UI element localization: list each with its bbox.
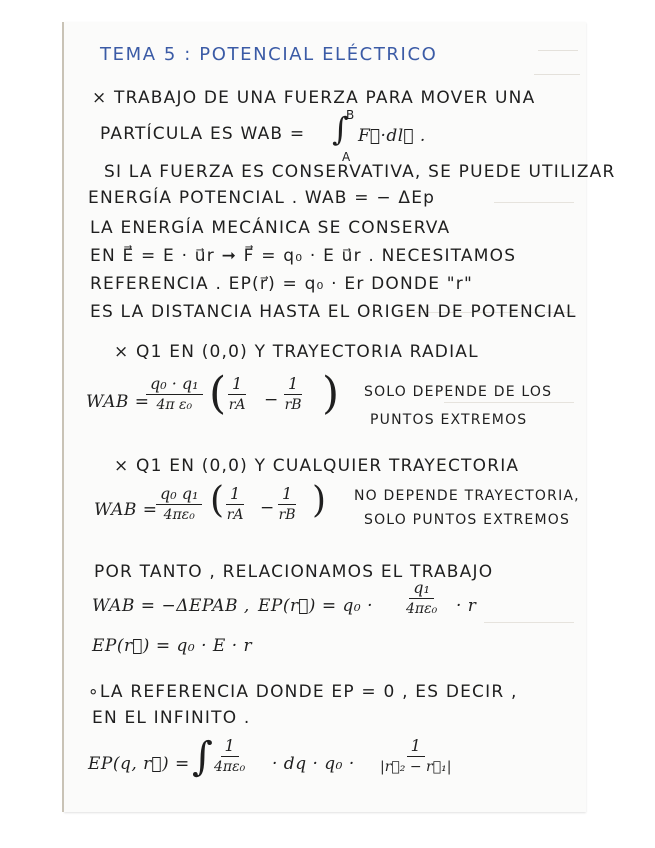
note-line: EN E⃗ = E · u⃗r ➞ F⃗ = q₀ · E u⃗r . NECESITAMOS [90, 246, 517, 266]
inverse-ra-fraction [226, 484, 244, 525]
coulomb-constant-fraction [214, 736, 245, 777]
inverse-rb-fraction [278, 484, 296, 525]
fraction-denominator: 4πε₀ [406, 601, 438, 617]
fraction-denominator: rA [228, 397, 246, 413]
coulomb-fraction [146, 374, 203, 415]
fraction-numerator: 1 [407, 736, 425, 757]
right-paren: ) [312, 480, 327, 521]
side-note: PUNTOS EXTREMOS [370, 412, 528, 428]
potential-energy-lhs: EP(r⃗) = q₀ · [258, 596, 373, 616]
fraction-numerator: 1 [226, 484, 244, 505]
note-line: SI LA FUERZA ES CONSERVATIVA, SE PUEDE UTILIZAR [104, 162, 616, 182]
inverse-rb-fraction [284, 374, 302, 415]
fraction-numerator: q₀ · q₁ [146, 374, 203, 395]
note-line: EN EL INFINITO . [92, 708, 251, 728]
fraction-numerator: q₀ q₁ [156, 484, 202, 505]
minus-sign: − [264, 390, 279, 410]
note-line: LA ENERGÍA MECÁNICA SE CONSERVA [90, 218, 451, 238]
integral-symbol: ∫ [332, 110, 349, 148]
fraction-denominator: 4π ε₀ [156, 397, 193, 413]
fraction-numerator: q₁ [409, 578, 434, 599]
side-note: SOLO DEPENDE DE LOS [364, 384, 553, 400]
side-note: NO DEPENDE TRAYECTORIA, [354, 488, 580, 504]
side-note: SOLO PUNTOS EXTREMOS [364, 512, 571, 528]
note-line: ES LA DISTANCIA HASTA EL ORIGEN DE POTENCIAL [90, 302, 577, 322]
notebook-page [64, 22, 616, 812]
coulomb-fraction [406, 578, 437, 619]
fraction-denominator: rB [278, 507, 296, 523]
fraction-numerator: 1 [284, 374, 302, 395]
fraction-numerator: 1 [228, 374, 246, 395]
integral-upper-limit: B [346, 108, 356, 122]
fraction-numerator: 1 [221, 736, 239, 757]
fraction-denominator: |r⃗₂ − r⃗₁| [380, 759, 452, 775]
integral-lower-limit: A [342, 150, 352, 164]
note-line: REFERENCIA . EP(r⃗) = q₀ · Er DONDE "r" [90, 274, 473, 294]
potential-energy-tail: · r [456, 596, 477, 616]
fraction-denominator: rA [226, 507, 244, 523]
work-lhs: WAB = [86, 392, 150, 412]
work-energy-relation: WAB = −ΔEPAB , [92, 596, 250, 616]
page-title: TEMA 5 : POTENCIAL ELÉCTRICO [100, 44, 438, 65]
right-paren: ) [322, 368, 340, 419]
fraction-denominator: 4πε₀ [163, 507, 195, 523]
inverse-distance-fraction [380, 736, 451, 777]
left-paren: ( [209, 368, 227, 419]
potential-energy-field: EP(r⃗) = q₀ · E · r [92, 636, 253, 656]
integral-symbol: ∫ [192, 734, 213, 780]
note-line: × TRABAJO DE UNA FUERZA PARA MOVER UNA [92, 88, 536, 108]
note-line: POR TANTO , RELACIONAMOS EL TRABAJO [94, 562, 494, 582]
note-line: ∘LA REFERENCIA DONDE EP = 0 , ES DECIR , [88, 682, 518, 702]
note-line: ENERGÍA POTENCIAL . WAB = − ΔEp [88, 188, 436, 208]
left-paren: ( [210, 480, 225, 521]
case-heading: × Q1 EN (0,0) Y CUALQUIER TRAYECTORIA [114, 456, 520, 476]
fraction-denominator: 4πε₀ [214, 759, 246, 775]
fraction-denominator: rB [284, 397, 302, 413]
fraction-numerator: 1 [278, 484, 296, 505]
integrand: F⃗·dl⃗ . [358, 126, 426, 146]
case-heading: × Q1 EN (0,0) Y TRAYECTORIA RADIAL [114, 342, 479, 362]
minus-sign: − [260, 498, 275, 518]
work-lhs: WAB = [94, 500, 158, 520]
coulomb-fraction [156, 484, 202, 525]
work-integral-line [100, 124, 305, 144]
potential-integral-middle: · dq · q₀ · [272, 754, 355, 774]
inverse-ra-fraction [228, 374, 246, 415]
work-integral-label: PARTÍCULA ES WAB = [100, 124, 306, 144]
potential-integral-lhs: EP(q, r⃗) = [88, 754, 190, 774]
